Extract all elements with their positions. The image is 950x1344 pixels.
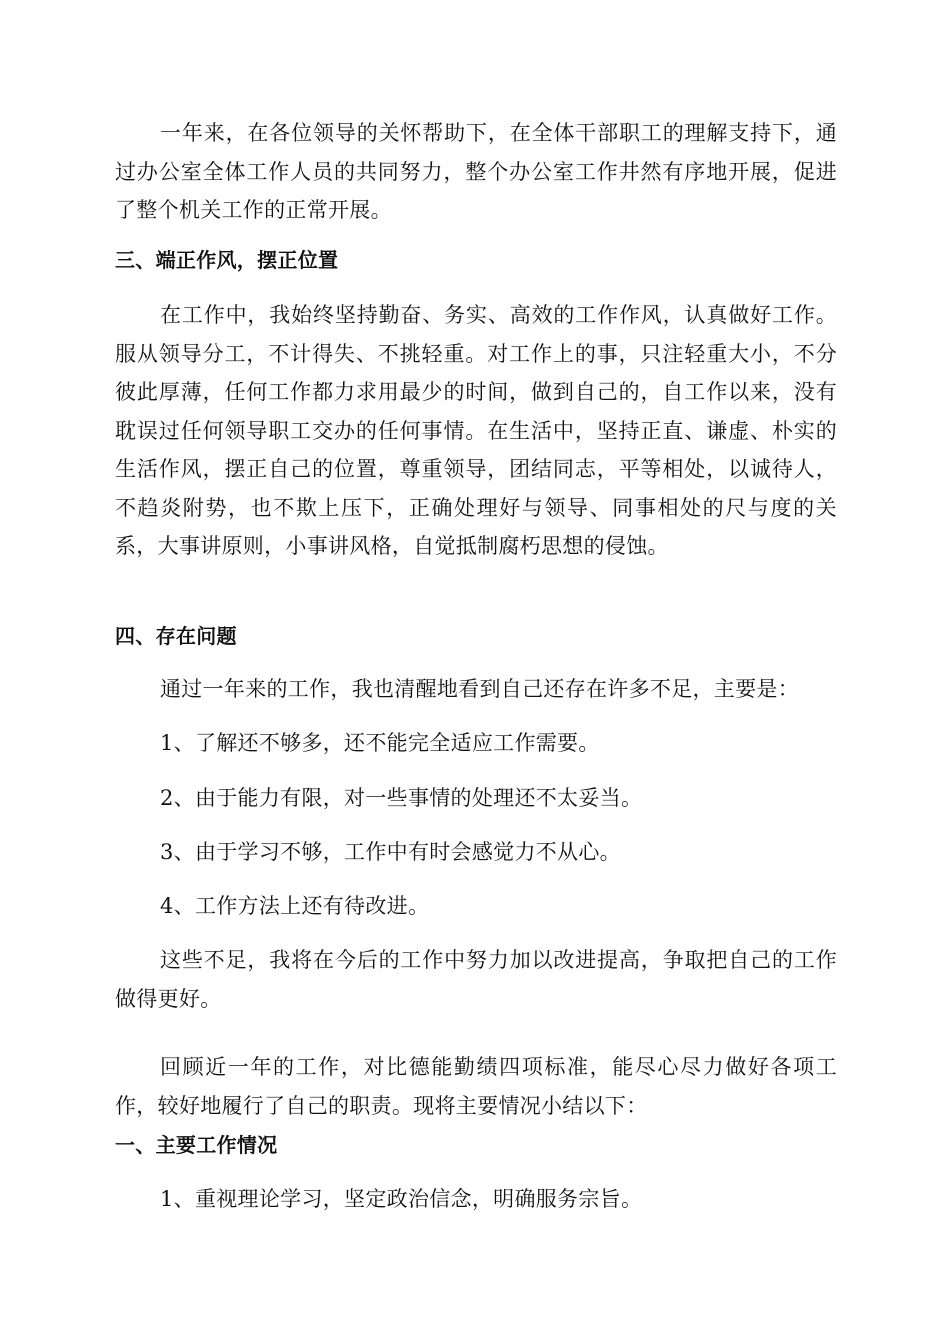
paragraph-problems-intro: 通过一年来的工作，我也清醒地看到自己还存在许多不足，主要是： <box>160 677 799 701</box>
list-item: 4、工作方法上还有待改进。 <box>160 894 430 918</box>
list-item: 2、由于能力有限，对一些事情的处理还不太妥当。 <box>160 786 643 810</box>
paragraph-improvement: 这些不足，我将在今后的工作中努力加以改进提高，争取把自己的工作做得更好。 <box>115 948 837 1011</box>
paragraph-intro: 一年来，在各位领导的关怀帮助下，在全体干部职工的理解支持下，通过办公室全体工作人员的共同努力，整个办公室工作井然有序地开展，促进了整个机关工作的正常开展。 <box>115 121 837 222</box>
list-item: 1、了解还不够多，还不能完全适应工作需要。 <box>160 731 600 755</box>
section-heading-3: 三、端正作风，摆正位置 <box>115 248 339 272</box>
list-item: 1、重视理论学习，坚定政治信念，明确服务宗旨。 <box>160 1187 643 1211</box>
paragraph-review: 回顾近一年的工作，对比德能勤绩四项标准，能尽心尽力做好各项工作，较好地履行了自己的职责。现将主要情况小结以下： <box>115 1055 837 1118</box>
section-heading-1: 一、主要工作情况 <box>115 1133 278 1157</box>
section-heading-4: 四、存在问题 <box>115 624 237 648</box>
paragraph-work-style: 在工作中，我始终坚持勤奋、务实、高效的工作作风，认真做好工作。服从领导分工，不计得失、不挑轻重。对工作上的事，只注轻重大小，不分彼此厚薄，任何工作都力求用最少的时间，做到自己的，自工作以来，没有耽误过任何领导职工交办的任何事情。在生活中，坚持正直、谦虚、朴实的生活作风，摆正自己的位置，尊重领导，团结同志，平等相处，以诚待人，不趋炎附势，也不欺上压下，正确处理好与领导、同事相处的尺与度的关系，大事讲原则，小事讲风格，自觉抵制腐朽思想的侵蚀。 <box>115 303 837 558</box>
list-item: 3、由于学习不够，工作中有时会感觉力不从心。 <box>160 840 621 864</box>
